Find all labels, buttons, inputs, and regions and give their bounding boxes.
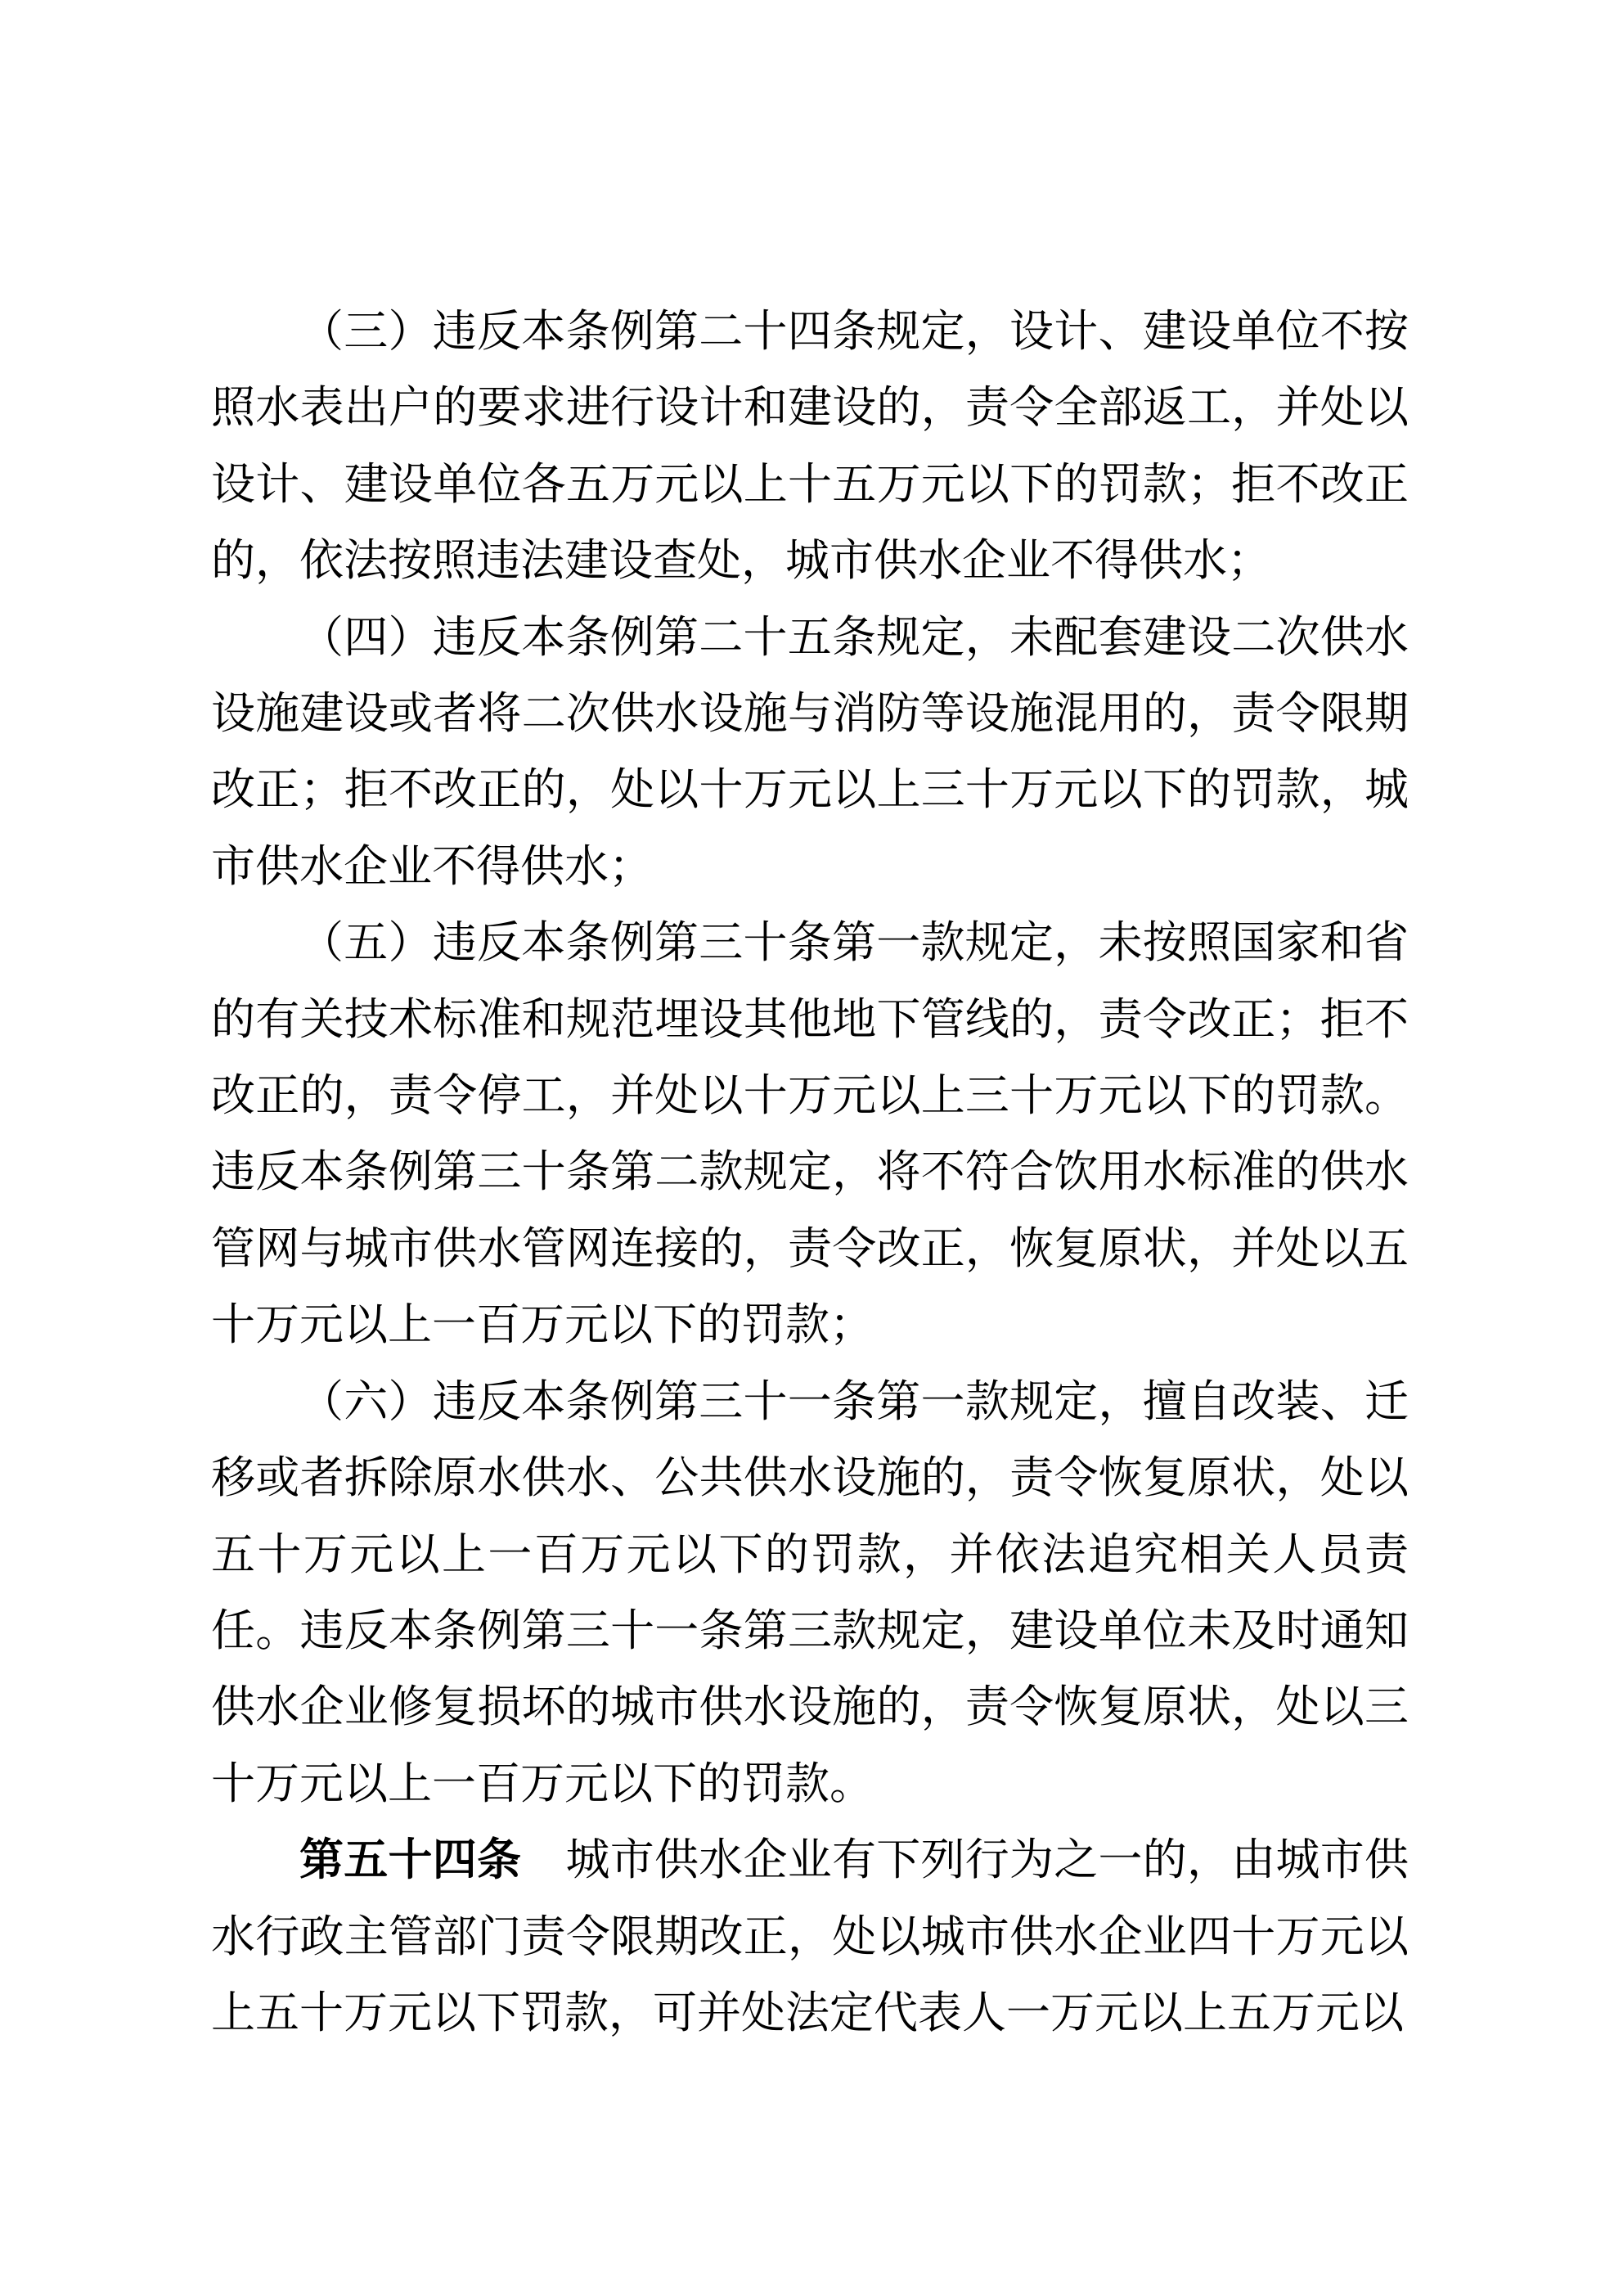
article-54-number: 第五十四条 (299, 1835, 522, 1885)
clause-item-5: （五）违反本条例第三十条第一款规定，未按照国家和省的有关技术标准和规范埋设其他地下管线的，责令改正；拒不改正的，责令停工，并处以十万元以上三十万元以下的罚款。违反本条例第三十条第二款规定，将不符合饮用水标准的供水管网与城市供水管网连接的，责令改正，恢复原状，并处以五十万元以上一百万元以下的罚款； (211, 918, 1409, 1350)
article-54-paragraph (211, 1822, 1409, 2051)
article-54-separator (521, 1835, 565, 1884)
article-54-body: 城市供水企业有下列行为之一的，由城市供水行政主管部门责令限期改正，处以城市供水企业四十万元以上五十万元以下罚款，可并处法定代表人一万元以上五万元以 (211, 1835, 1409, 2037)
clause-item-6: （六）违反本条例第三十一条第一款规定，擅自改装、迁移或者拆除原水供水、公共供水设施的，责令恢复原状，处以五十万元以上一百万元以下的罚款，并依法追究相关人员责任。违反本条例第三十一条第三款规定，建设单位未及时通知供水企业修复损坏的城市供水设施的，责令恢复原状，处以三十万元以上一百万元以下的罚款。 (211, 1376, 1409, 1808)
clause-item-4: （四）违反本条例第二十五条规定，未配套建设二次供水设施建设或者将二次供水设施与消防等设施混用的，责令限期改正；拒不改正的，处以十万元以上三十万元以下的罚款，城市供水企业不得供水； (211, 612, 1409, 891)
clause-item-3: （三）违反本条例第二十四条规定，设计、建设单位不按照水表出户的要求进行设计和建设的，责令全部返工，并处以设计、建设单位各五万元以上十五万元以下的罚款；拒不改正的，依法按照违法建设查处，城市供水企业不得供水； (211, 307, 1409, 586)
